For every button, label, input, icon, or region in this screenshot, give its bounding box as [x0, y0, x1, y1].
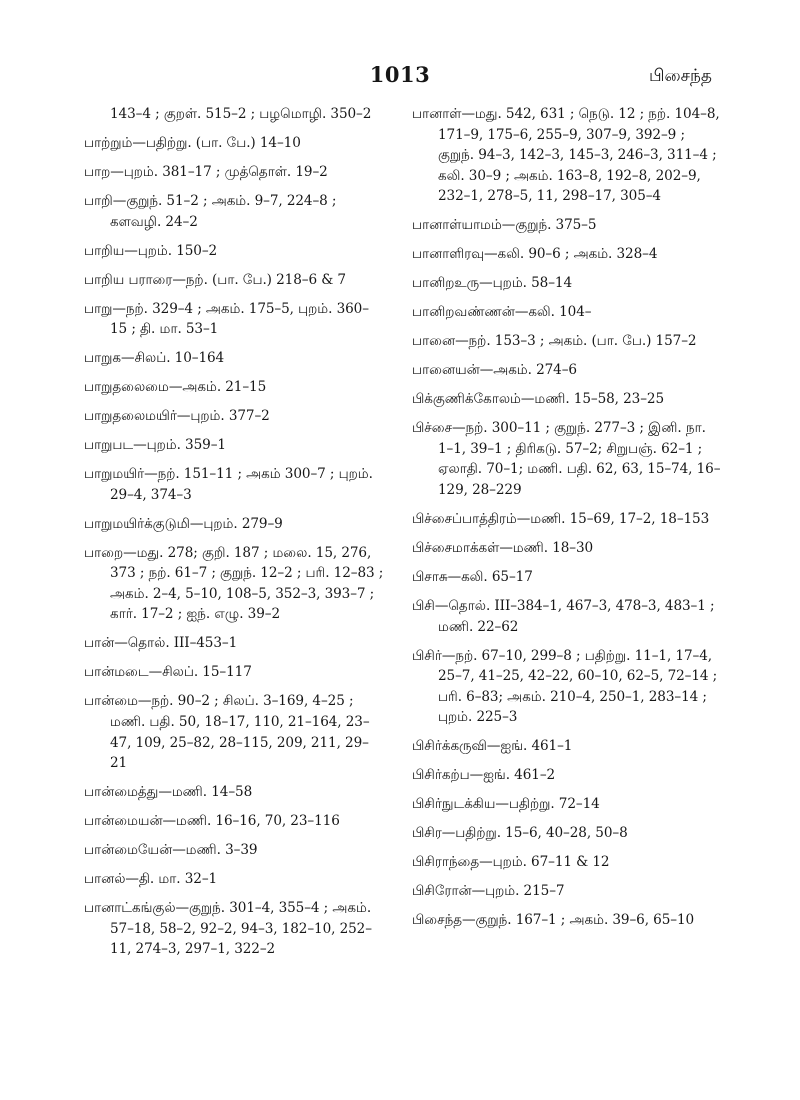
index-entry: பான்—தொல். III–453–1 [84, 635, 238, 652]
index-entry: பான்மையன்—மணி. 16–16, 70, 23–116 [84, 813, 340, 830]
index-entry: பாறு—நற். 329–4 ; அகம். 175–5, புறம். 360–15 ; தி. மா. 53–1 [84, 300, 369, 338]
index-entry: பாறிய—புறம். 150–2 [84, 242, 218, 259]
index-entry: பானாட்கங்குல்—குறுந். 301–4, 355–4 ; அகம். 57–18, 58–2, 92–2, 94–3, 182–10, 252–11, 274–3, 297–1, 322–2 [84, 900, 372, 958]
index-entry: பான்மைத்து—மணி. 14–58 [84, 784, 253, 801]
index-entry: பிசிர—பதிற்று. 15–6, 40–28, 50–8 [412, 825, 628, 842]
index-entry: பாறுபட—புறம். 359–1 [84, 437, 226, 454]
index-entry: பாறுக—சிலப். 10–164 [84, 350, 225, 367]
index-entry: பாறை—மது. 278; குறி. 187 ; மலை. 15, 276, 373 ; நற். 61–7 ; குறுந். 12–2 ; பரி. 12–83 ; அகம். 2–4, 5–10, 108–5, 352–3, 393–7 ; கார். 17–2 ; ஐந். எழு. 39–2 [84, 544, 384, 623]
index-entry: பிசைந்த—குறுந். 167–1 ; அகம். 39–6, 65–10 [412, 912, 695, 929]
index-entry: பிசிர்நுடக்கிய—பதிற்று. 72–14 [412, 796, 600, 813]
index-entry: பாறுமயிர்—நற். 151–11 ; அகம் 300–7 ; புறம். 29–4, 374–3 [84, 466, 373, 503]
index-entry: பானாள்யாமம்—குறுந். 375–5 [412, 217, 597, 234]
index-entry: பிசிர்—நற். 67–10, 299–8 ; பதிற்று. 11–1, 17–4, 25–7, 41–25, 42–22, 60–10, 62–5, 72–14 ; பரி. 6–83; அகம். 210–4, 250–1, 283–14 ; புறம். 225–3 [412, 647, 718, 726]
index-entry: பிச்சை—நற். 300–11 ; குறுந். 277–3 ; இனி. நா. 1–1, 39–1 ; திரிகடு. 57–2; சிறுபஞ். 62–1 ; ஏலாதி. 70–1; மணி. பதி. 62, 63, 15–74, 16–129, 28–229 [412, 420, 721, 499]
index-entry: பானையன்—அகம். 274–6 [412, 362, 577, 379]
index-entry: பிசிர்க்கருவி—ஐங். 461–1 [412, 738, 573, 755]
index-entry: பாறுதலைமை—அகம். 21–15 [84, 379, 267, 396]
index-entry: பானாளிரவு—கலி. 90–6 ; அகம். 328–4 [412, 246, 658, 263]
index-entry: பானை—நற். 153–3 ; அகம். (பா. பே.) 157–2 [412, 333, 697, 350]
index-entry: பிசிரோன்—புறம். 215–7 [412, 883, 565, 900]
index-entry: பிசிர்கற்ப—ஐங். 461–2 [412, 767, 556, 784]
index-entry: பாறி—குறுந். 51–2 ; அகம். 9–7, 224–8 ; களவழி. 24–2 [84, 192, 337, 230]
index-entry: பானிறவண்ணன்—கலி. 104– [412, 304, 592, 321]
index-entry: பிக்குணிக்கோலம்—மணி. 15–58, 23–25 [412, 391, 664, 408]
index-entry: பானிறஉரு—புறம். 58–14 [412, 275, 572, 292]
index-entry: பானாள்—மது. 542, 631 ; நெடு. 12 ; நற். 104–8, 171–9, 175–6, 255–9, 307–9, 392–9 ; குறுந். 94–3, 142–3, 145–3, 246–3, 311–4 ; கலி. 30–9 ; அகம். 163–8, 192–8, 202–9, 232–1, 278–5, 11, 298–17, 305–4 [412, 106, 720, 205]
index-entry: பிசிராந்தை—புறம். 67–11 & 12 [412, 854, 610, 871]
left-column [84, 104, 384, 968]
index-entry: பாற்றும்—பதிற்று. (பா. பே.) 14–10 [84, 134, 301, 151]
index-entry: பான்மடை—சிலப். 15–117 [84, 664, 252, 681]
index-entry: பானல்—தி. மா. 32–1 [84, 871, 218, 888]
index-entry: பாற—புறம். 381–17 ; முத்தொள். 19–2 [84, 163, 328, 180]
page-number: 1013 [369, 62, 431, 87]
index-entry: பிச்சைப்பாத்திரம்—மணி. 15–69, 17–2, 18–153 [412, 511, 710, 528]
right-column [412, 104, 724, 939]
index-entry: பாறுதலைமயிர்—புறம். 377–2 [84, 408, 270, 425]
index-entry: பாறுமயிர்க்குடுமி—புறம். 279–9 [84, 515, 283, 532]
index-entry: பிசி—தொல். III–384–1, 467–3, 478–3, 483–1 ; மணி. 22–62 [412, 597, 715, 635]
index-entry: பான்மையேன்—மணி. 3–39 [84, 842, 258, 859]
index-entry: பான்மை—நற். 90–2 ; சிலப். 3–169, 4–25 ; மணி. பதி. 50, 18–17, 110, 21–164, 23–47, 109, 25–82, 28–115, 209, 211, 29–21 [84, 693, 370, 772]
index-entry: 143–4 ; குறள். 515–2 ; பழமொழி. 350–2 [110, 106, 372, 122]
running-head: பிசைந்த [649, 66, 712, 86]
index-entry: பிசாசு—கலி. 65–17 [412, 568, 533, 585]
index-entry: பாறிய பராரை—நற். (பா. பே.) 218–6 & 7 [84, 271, 346, 288]
index-entry: பிச்சைமாக்கள்—மணி. 18–30 [412, 540, 594, 556]
